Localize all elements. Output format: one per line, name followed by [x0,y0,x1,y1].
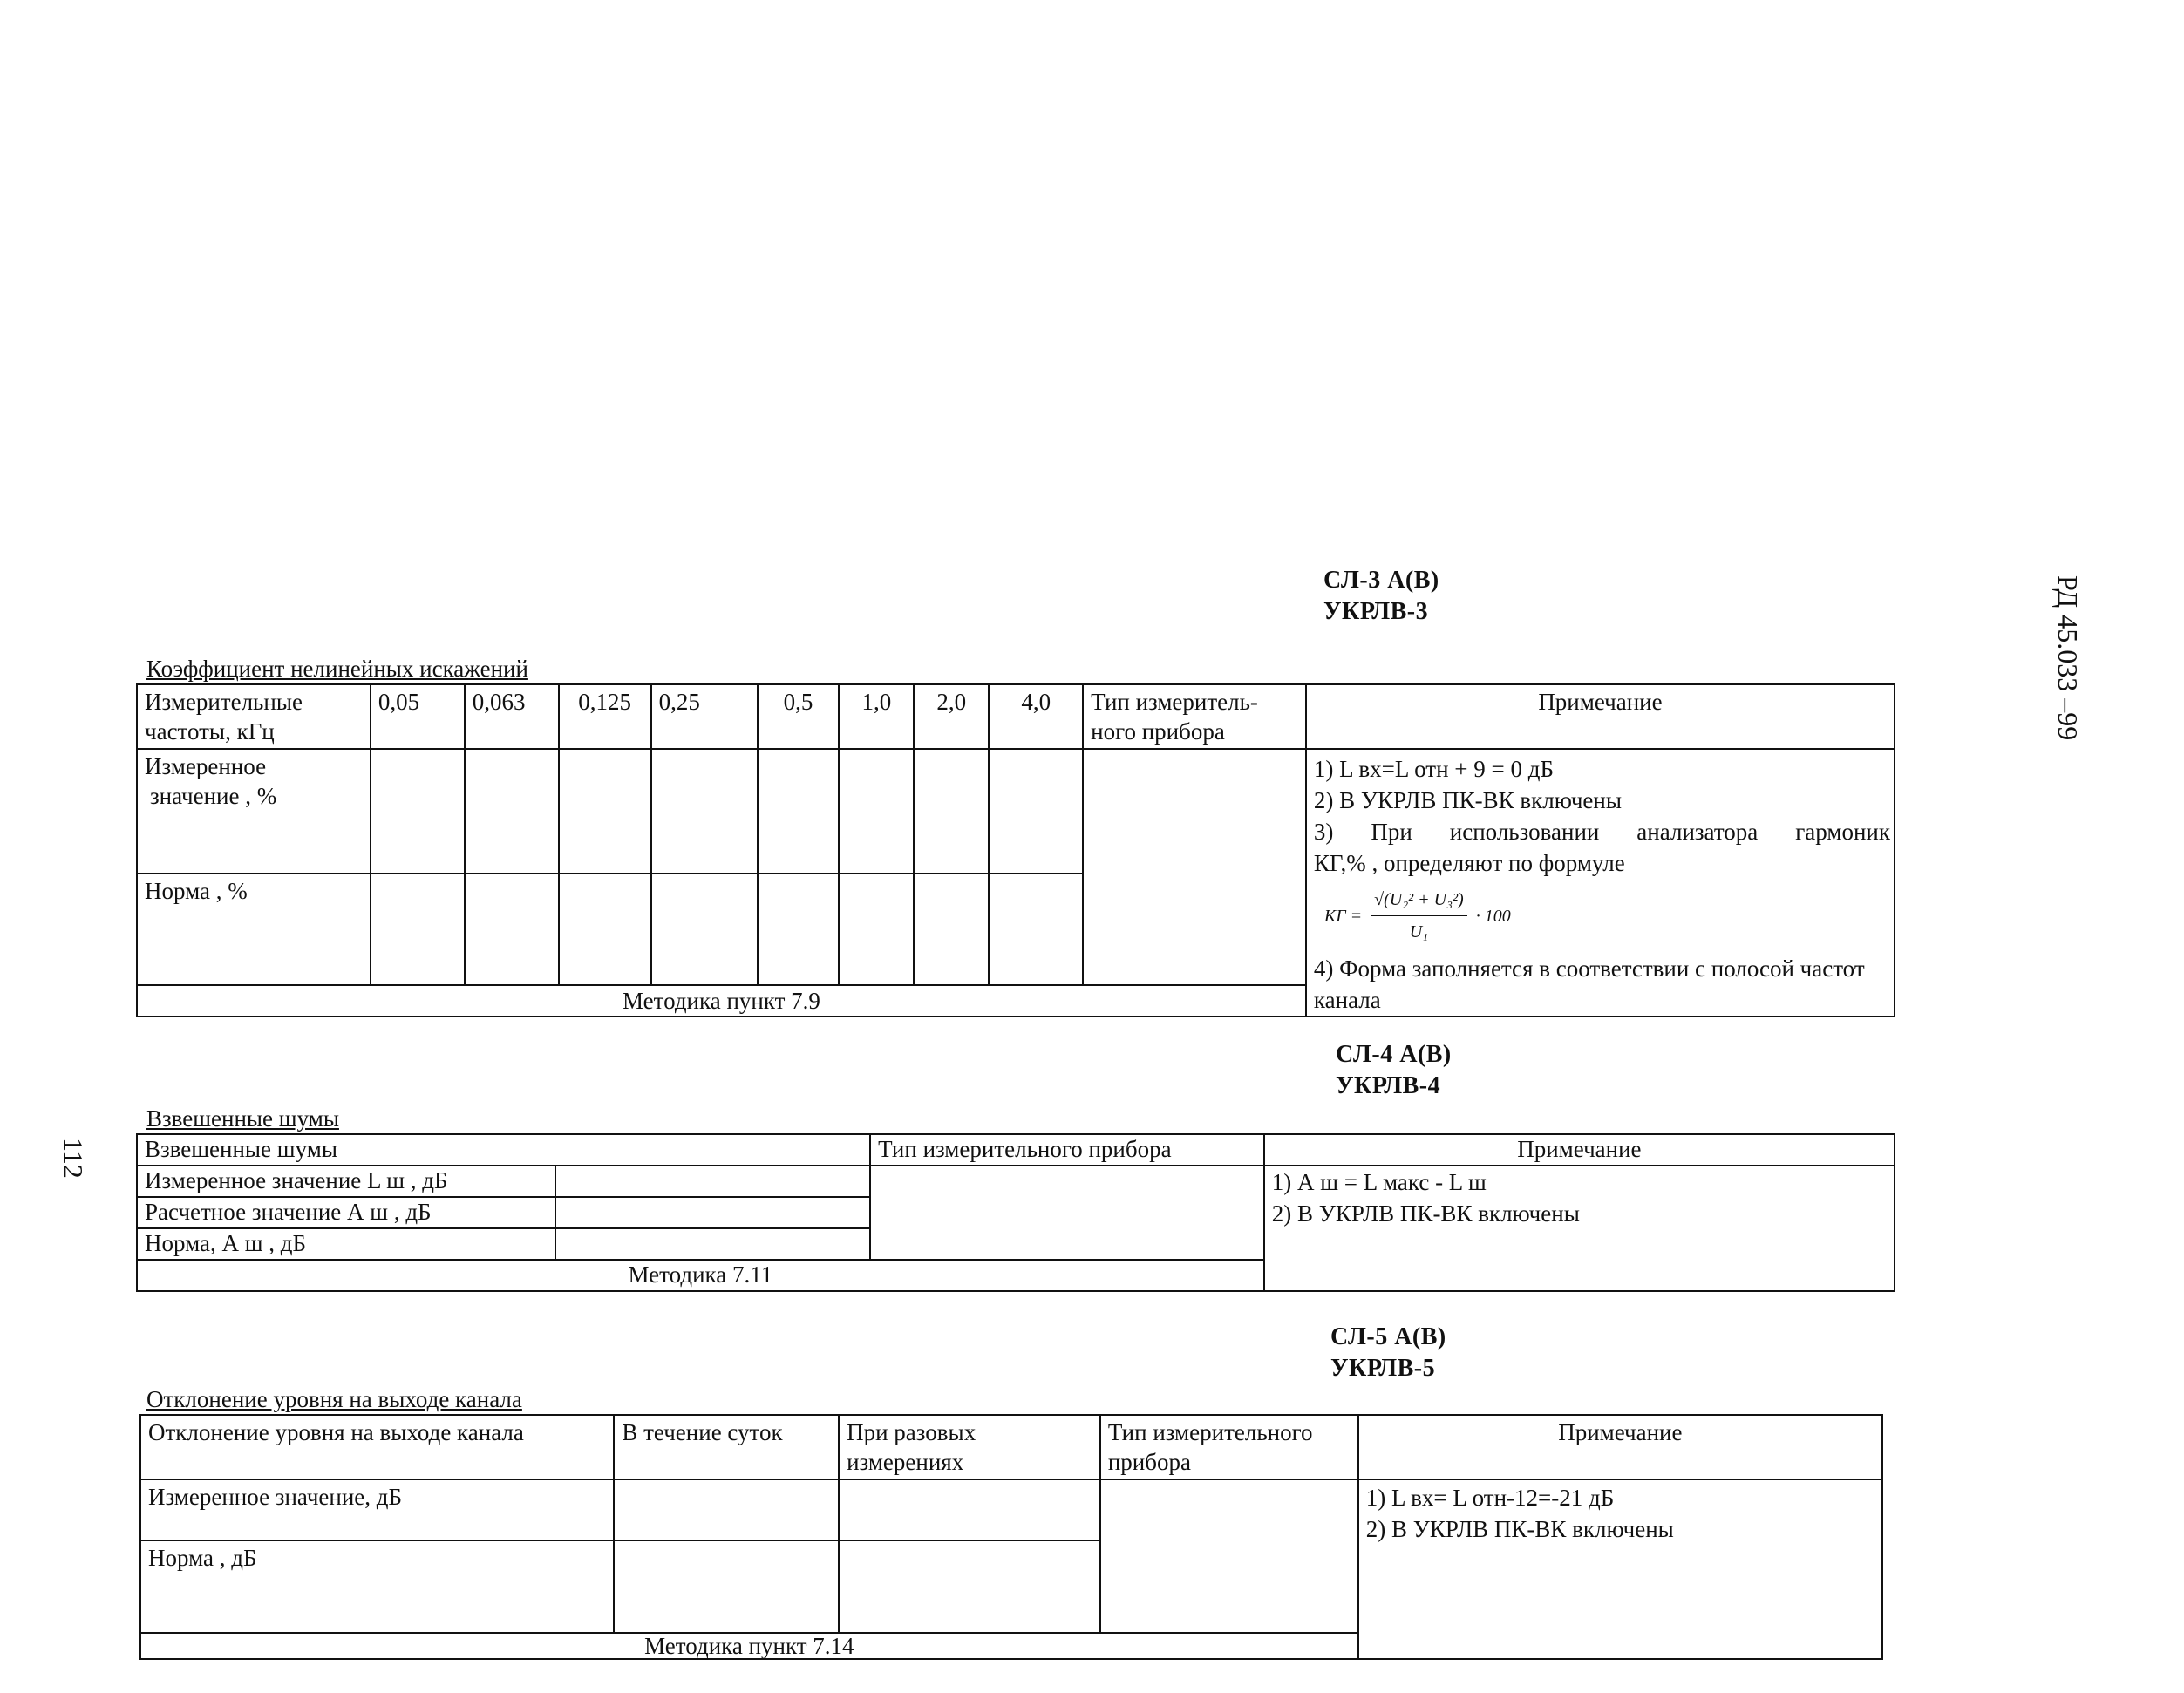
daily-column-header: В течение суток [614,1415,839,1479]
calculated-noise-input[interactable] [555,1197,871,1228]
form4-note-1: 1) А ш = L макс - L ш [1271,1169,1487,1195]
form5-note-1: 1) L вх= L отн-12=-21 дБ [1365,1485,1615,1511]
form4-code-line1: СЛ-4 А(В) [1336,1041,1452,1068]
single-measure-column-header: При разовых измерениях [839,1415,1100,1479]
form4-title: Взвешенные шумы [146,1105,339,1132]
norm-input-cell[interactable] [839,874,914,984]
form4-table [136,1133,1895,1292]
document-code-vertical: РД 45.033 –99 [2052,575,2084,741]
noise-norm-label: Норма, А ш , дБ [137,1228,555,1260]
form4-code-line2: УКРЛВ-4 [1336,1072,1441,1099]
noise-norm-input[interactable] [555,1228,871,1260]
measured-input-cell[interactable] [651,749,758,874]
daily-measured-input[interactable] [614,1479,839,1540]
form5-code-line1: СЛ-5 А(В) [1330,1323,1446,1350]
norm-row-label: Норма , % [137,874,371,984]
norm-input-cell[interactable] [758,874,840,984]
measured-input-cell[interactable] [465,749,559,874]
note-3: 3) При использовании анализатора гармоник [1313,819,1890,845]
measured-row-label [137,749,371,874]
frequency-label-line1: Измерительные [145,689,303,715]
device-type-input-cell[interactable] [1083,749,1306,985]
note-1: 1) L вх=L отн + 9 = 0 дБ [1313,756,1554,782]
form5-method: Методика пункт 7.14 [140,1633,1358,1659]
form3-method: Методика пункт 7.9 [137,985,1306,1016]
note-3-continued: КГ,% , определяют по формуле [1313,850,1625,876]
form5-device-input[interactable] [1100,1479,1358,1633]
page-number-vertical: 112 [58,1138,89,1179]
frequency-header: 1,0 [839,684,914,749]
form3-table [136,683,1895,1017]
formula-lhs: KГ = [1323,906,1363,926]
note-2: 2) В УКРЛВ ПК-ВК включены [1313,787,1623,813]
form3-code [1323,565,1439,628]
norm-input-cell[interactable] [465,874,559,984]
frequency-header: 0,125 [559,684,651,749]
device-type-line1: Тип измеритель- [1091,689,1258,715]
form5-title: Отклонение уровня на выходе канала [146,1386,522,1412]
measured-input-cell[interactable] [758,749,840,874]
note-header: Примечание [1306,684,1895,749]
form5-code [1330,1322,1446,1384]
frequency-header: 0,05 [371,684,465,749]
frequency-header: 0,25 [651,684,758,749]
form5-code-line2: УКРЛВ-5 [1330,1355,1436,1382]
formula-fraction [1371,884,1467,948]
distortion-formula [1314,879,1890,953]
norm-input-cell[interactable] [371,874,465,984]
form5-header-label: Отклонение уровня на выходе канала [140,1415,614,1479]
form4-method: Методика 7.11 [137,1260,1264,1291]
measured-input-cell[interactable] [371,749,465,874]
form5-notes [1358,1479,1882,1659]
form4-device-input[interactable] [870,1166,1264,1260]
form5-norm-label: Норма , дБ [140,1540,614,1633]
calculated-noise-label: Расчетное значение А ш , дБ [137,1197,555,1228]
measured-input-cell[interactable] [559,749,651,874]
norm-input-cell[interactable] [651,874,758,984]
form3-notes [1306,749,1895,1016]
frequency-label-cell [137,684,371,749]
device-type-header [1083,684,1306,749]
form4-code [1336,1039,1452,1102]
form3-code-line1: СЛ-3 А(В) [1323,567,1439,594]
daily-norm-input[interactable] [614,1540,839,1633]
form5-table [139,1414,1883,1660]
form4-note-2: 2) В УКРЛВ ПК-ВК включены [1271,1200,1580,1227]
single-norm-input[interactable] [839,1540,1100,1633]
measured-input-cell[interactable] [839,749,914,874]
form4-notes [1264,1166,1895,1291]
norm-input-cell[interactable] [559,874,651,984]
formula-multiplier: · 100 [1475,906,1511,926]
measured-label-line1: Измеренное [145,753,267,779]
formula-denominator: U₁ [1409,922,1429,942]
frequency-label-line2: частоты, кГц [145,718,275,745]
single-measured-input[interactable] [839,1479,1100,1540]
device-type-line2: ного прибора [1091,718,1225,745]
measured-noise-input[interactable] [555,1166,871,1197]
measured-noise-label: Измеренное значение L ш , дБ [137,1166,555,1197]
norm-input-cell[interactable] [914,874,989,984]
form4-note-header: Примечание [1264,1134,1895,1166]
form3-code-line2: УКРЛВ-3 [1323,598,1429,625]
formula-numerator: √(U₂² + U₃²) [1371,884,1467,916]
measured-input-cell[interactable] [989,749,1083,874]
frequency-header: 0,5 [758,684,840,749]
form4-header-label: Взвешенные шумы [137,1134,870,1166]
frequency-header: 4,0 [989,684,1083,749]
form5-measured-label: Измеренное значение, дБ [140,1479,614,1540]
measured-label-line2: значение , % [150,783,277,809]
form5-device-header: Тип измерительного прибора [1100,1415,1358,1479]
frequency-header: 0,063 [465,684,559,749]
form5-note-2: 2) В УКРЛВ ПК-ВК включены [1365,1516,1674,1542]
form5-note-header: Примечание [1358,1415,1882,1479]
norm-input-cell[interactable] [989,874,1083,984]
note-4: 4) Форма заполняется в соответствии с полосой частот канала [1313,955,1865,1013]
form3-title: Коэффициент нелинейных искажений [146,656,528,682]
form4-device-header: Тип измерительного прибора [870,1134,1264,1166]
frequency-header: 2,0 [914,684,989,749]
measured-input-cell[interactable] [914,749,989,874]
